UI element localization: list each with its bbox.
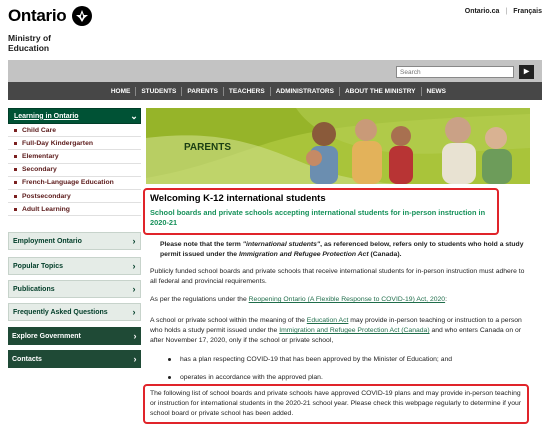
paragraph-text: and who enters Canada on or after November 17, 2020, only if the school or private school,	[150, 327, 522, 344]
bullet-icon	[14, 155, 17, 158]
sidebar-box-explore-government[interactable]	[8, 327, 141, 345]
bullet-icon	[14, 195, 17, 198]
bullet-icon	[14, 208, 17, 211]
note-paragraph	[160, 240, 530, 260]
chevron-right-icon: ›	[133, 331, 137, 341]
ministry-line-2: Education	[8, 43, 50, 53]
paragraph-text: As per the regulations under the	[150, 296, 249, 303]
sidebar-item-label: Secondary	[22, 166, 57, 174]
ministry-line-1: Ministry of	[8, 33, 51, 43]
chevron-right-icon: ›	[132, 236, 136, 246]
sidebar-item-label: Adult Learning	[22, 205, 70, 213]
sidebar-section-learning[interactable]	[8, 108, 141, 124]
sidebar-box-employment-ontario[interactable]	[8, 232, 141, 250]
logo-wordmark: Ontario	[8, 6, 67, 25]
school-eligibility-paragraph	[150, 316, 530, 346]
sidebar-item-label: Full-Day Kindergarten	[22, 139, 93, 147]
note-act-name: Immigration and Refugee Protection Act	[238, 251, 369, 258]
chevron-right-icon: ›	[132, 284, 136, 294]
arrow-right-icon: ▸	[523, 66, 530, 77]
sidebar-box-label: Publications	[13, 285, 55, 293]
bullet-icon	[14, 142, 17, 145]
search-input[interactable]	[396, 66, 514, 78]
nav-students[interactable]: STUDENTS	[135, 87, 181, 96]
note-emphasis: "international students"	[242, 241, 321, 248]
page-title: Welcoming K-12 international students	[150, 193, 326, 204]
sidebar-box-label: Frequently Asked Questions	[13, 308, 108, 316]
banner-title: PARENTS	[184, 142, 232, 153]
bullet-icon	[14, 129, 17, 132]
sidebar-item-label: Postsecondary	[22, 192, 71, 200]
sidebar-item-child-care[interactable]	[8, 124, 141, 137]
main-nav	[8, 82, 542, 100]
search-bar	[8, 60, 542, 82]
chevron-right-icon: ›	[132, 261, 136, 271]
bullet-icon	[14, 168, 17, 171]
chevron-down-icon: ⌄	[130, 110, 138, 121]
ministry-name	[8, 33, 51, 53]
sidebar-box-faq[interactable]	[8, 303, 141, 321]
page-subtitle: School boards and private schools accepting international students for in-person instruction in 2020-21	[150, 208, 486, 227]
nav-teachers[interactable]: TEACHERS	[223, 87, 270, 96]
sidebar-item-elementary[interactable]	[8, 150, 141, 163]
note-text: Please note that the term	[160, 241, 243, 248]
regulations-paragraph	[150, 295, 530, 305]
reopening-ontario-act-link[interactable]: Reopening Ontario (A Flexible Response to COVID-19) Act, 2020	[248, 296, 446, 303]
sidebar-box-publications[interactable]	[8, 280, 141, 298]
sidebar-item-full-day-kindergarten[interactable]	[8, 137, 141, 150]
sidebar-item-label: Elementary	[22, 152, 59, 160]
paragraph-text: may provide in-person teaching or instruction to a person who holds a study permit issued under the	[150, 317, 522, 334]
sidebar-box-label: Employment Ontario	[13, 237, 82, 245]
sidebar-item-postsecondary[interactable]	[8, 190, 141, 203]
sidebar-item-label: French-Language Education	[22, 179, 114, 187]
ontario-logo[interactable]	[8, 6, 92, 26]
sidebar-box-popular-topics[interactable]	[8, 257, 141, 275]
sidebar-box-contacts[interactable]	[8, 350, 141, 368]
sidebar-item-adult-learning[interactable]	[8, 203, 141, 216]
sidebar-box-label: Explore Government	[12, 332, 81, 340]
chevron-right-icon: ›	[132, 307, 136, 317]
note-text: , as referenced below, refers only to students who hold a study permit issued under the	[160, 241, 524, 258]
list-item: has a plan respecting COVID-19 that has been approved by the Minister of Education; and	[168, 355, 528, 373]
paragraph-text: :	[445, 296, 447, 303]
note-text: (Canada).	[368, 251, 402, 258]
immigration-act-link[interactable]: Immigration and Refugee Protection Act (Canada)	[279, 327, 430, 334]
list-notice-paragraph: The following list of school boards and private schools have approved COVID-19 plans and may provide in-person teaching or instruction for international students in the 2020-21 school year. Please check this webpage regularly to determine if your school board or private school has been added.	[150, 390, 522, 417]
link-separator: |	[505, 8, 508, 15]
nav-home[interactable]: HOME	[110, 87, 131, 95]
nav-parents[interactable]: PARENTS	[181, 87, 223, 96]
ontario-ca-link[interactable]: Ontario.ca	[464, 8, 500, 15]
sidebar-section-label: Learning in Ontario	[14, 112, 79, 120]
search-submit-button[interactable]	[519, 65, 534, 79]
sidebar-box-label: Contacts	[12, 355, 42, 363]
nav-administrators[interactable]: ADMINISTRATORS	[270, 87, 339, 96]
nav-news[interactable]: NEWS	[421, 87, 452, 96]
bullet-icon	[14, 181, 17, 184]
nav-about-ministry[interactable]: ABOUT THE MINISTRY	[339, 87, 421, 96]
language-links	[465, 8, 542, 15]
chevron-right-icon: ›	[133, 354, 137, 364]
sidebar	[8, 108, 141, 364]
sidebar-item-french-language[interactable]	[8, 177, 141, 190]
trillium-logo-icon	[72, 6, 92, 26]
paragraph-text: A school or private school within the meaning of the	[150, 317, 307, 324]
requirements-paragraph: Publicly funded school boards and private schools that receive international students for in-person instruction must adhere to all federal and provincial requirements.	[150, 268, 525, 285]
list-item: operates in accordance with the approved plan.	[168, 373, 528, 391]
education-act-link[interactable]: Education Act	[306, 317, 349, 324]
sidebar-box-label: Popular Topics	[13, 262, 64, 270]
francais-link[interactable]: Français	[513, 8, 542, 15]
sidebar-item-label: Child Care	[22, 126, 56, 134]
sidebar-item-secondary[interactable]	[8, 164, 141, 177]
parents-banner	[146, 108, 530, 184]
